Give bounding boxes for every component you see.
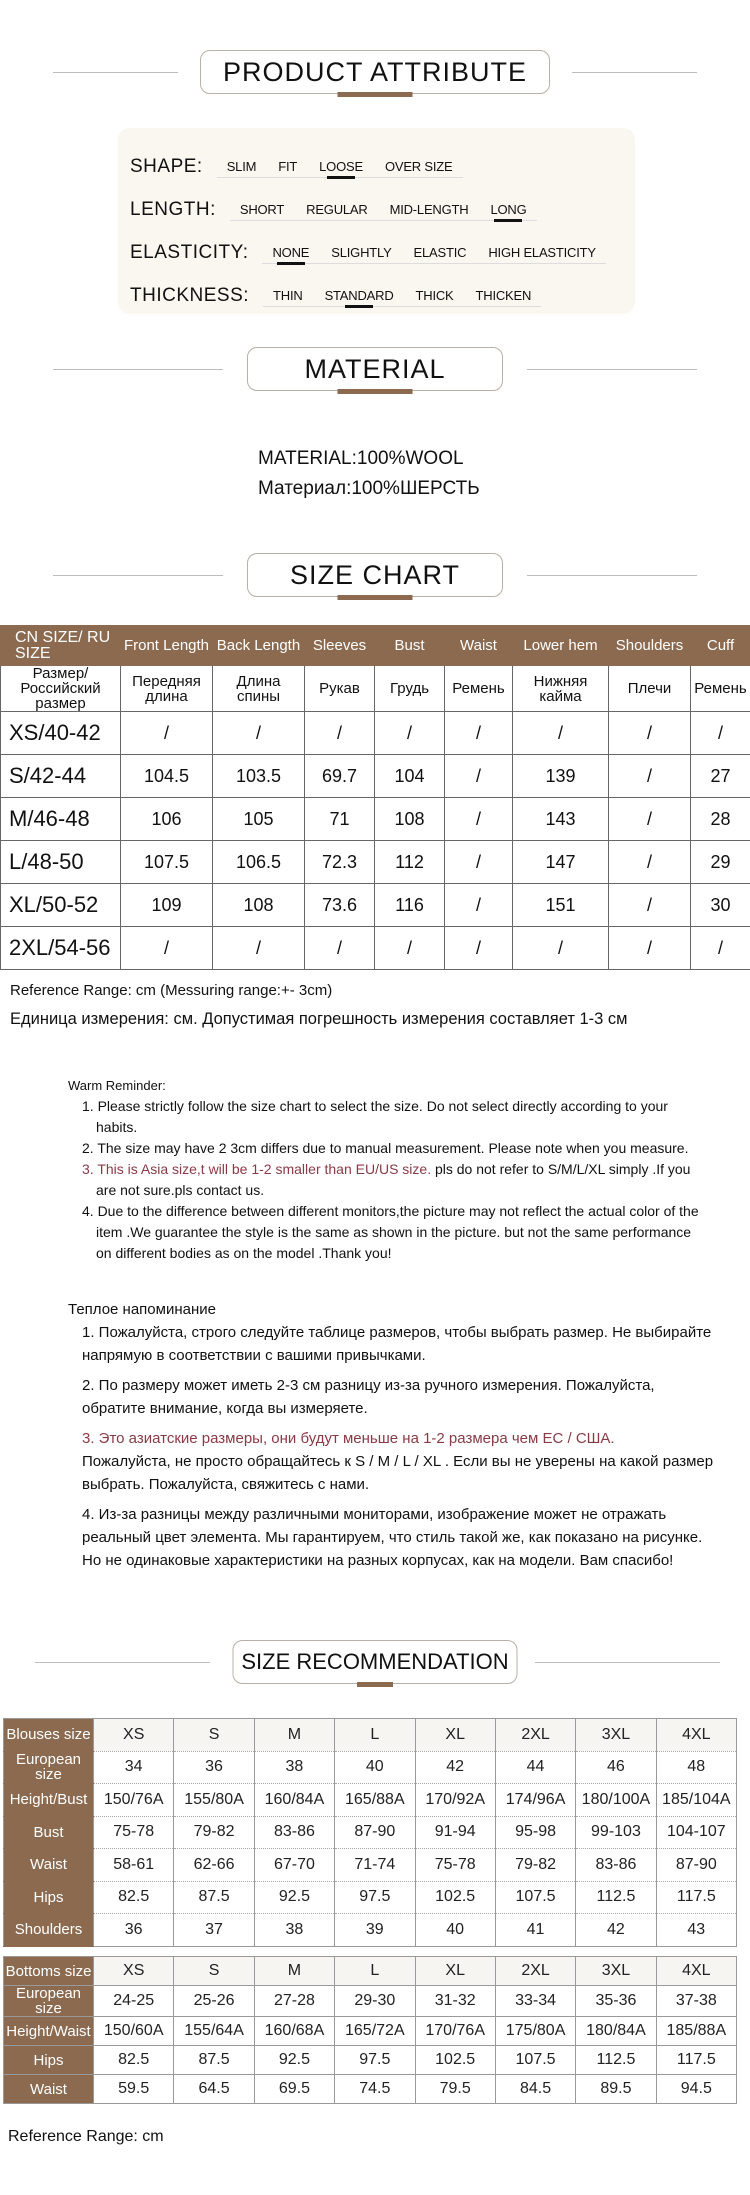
reminder-text: 2. По размеру может иметь 2-3 см разницу из-за ручного измерения. Пожалуйста, обратите внимание, когда вы измеряете.	[82, 1377, 655, 1417]
table-cell: 112	[375, 841, 445, 884]
table-cell: 174/96A	[495, 1784, 575, 1817]
reminder-item	[82, 1138, 708, 1159]
attribute-option: SLIM	[226, 159, 257, 174]
attribute-option: OVER SIZE	[384, 159, 453, 174]
table-cell: 185/88A	[656, 2017, 736, 2046]
column-header: Bust	[375, 626, 445, 666]
size-cell: L/48-50	[1, 841, 121, 884]
table-cell: 29	[691, 841, 750, 884]
table-cell: /	[609, 927, 691, 970]
attribute-row-elasticity	[130, 234, 606, 264]
accent-bar	[357, 1682, 393, 1687]
attribute-options	[217, 159, 463, 178]
section-title: PRODUCT ATTRIBUTE	[200, 50, 550, 94]
table-cell: /	[691, 927, 750, 970]
attribute-option: SLIGHTLY	[331, 245, 392, 260]
table-cell: 150/60A	[94, 2017, 174, 2046]
attribute-options	[230, 202, 537, 221]
table-cell: 37-38	[656, 1986, 736, 2017]
table-cell: 74.5	[335, 2075, 415, 2104]
attribute-panel	[118, 128, 635, 314]
section-title: SIZE RECOMMENDATION	[233, 1640, 518, 1684]
reminder-text: 1. Пожалуйста, строго следуйте таблице размеров, чтобы выбрать размер. Не выбирайте напрямую в соответствии с вашими привычками.	[82, 1324, 712, 1364]
column-header: CN SIZE/ RU SIZE	[1, 626, 121, 666]
table-cell: /	[375, 927, 445, 970]
column-header-ru: Рукав	[305, 666, 375, 712]
table-cell: 71	[305, 798, 375, 841]
table-row	[4, 1986, 737, 2017]
row-header: Hips	[4, 1881, 94, 1914]
size-cell: XS/40-42	[1, 712, 121, 755]
table-cell: 72.3	[305, 841, 375, 884]
table-cell: 89.5	[576, 2075, 656, 2104]
bottoms-size-table	[3, 1956, 737, 2104]
row-header: Shoulders	[4, 1914, 94, 1947]
table-cell: 82.5	[94, 2046, 174, 2075]
table-cell: 103.5	[213, 755, 305, 798]
table-cell: /	[513, 712, 609, 755]
table-cell: 104.5	[121, 755, 213, 798]
table-cell: 41	[495, 1914, 575, 1947]
warm-reminder-ru	[68, 1298, 718, 1579]
table-cell: 97.5	[335, 2046, 415, 2075]
divider-line	[527, 369, 697, 370]
table-cell: 112.5	[576, 2046, 656, 2075]
table-cell: 29-30	[335, 1986, 415, 2017]
attribute-option-selected: LONG	[490, 202, 527, 217]
reminder-item	[82, 1096, 708, 1138]
table-cell: 117.5	[656, 2046, 736, 2075]
table-cell: 87-90	[656, 1849, 736, 1882]
attribute-option-selected: LOOSE	[319, 159, 363, 174]
table-cell: 87.5	[174, 1881, 254, 1914]
table-row	[4, 1784, 737, 1817]
table-cell: /	[121, 927, 213, 970]
column-header: Shoulders	[609, 626, 691, 666]
table-cell: 3XL	[576, 1957, 656, 1986]
table-cell: 160/84A	[254, 1784, 334, 1817]
table-cell: 24-25	[94, 1986, 174, 2017]
table-cell: 75-78	[94, 1816, 174, 1849]
column-header: Lower hem	[513, 626, 609, 666]
table-cell: /	[609, 755, 691, 798]
reminder-text: pls do not refer to S/M/L/XL simply .If you are not sure.pls contact us.	[96, 1161, 691, 1198]
table-cell: 35-36	[576, 1986, 656, 2017]
attribute-row-length	[130, 191, 537, 221]
divider-line	[572, 72, 697, 73]
table-row	[4, 2046, 737, 2075]
table-cell: 25-26	[174, 1986, 254, 2017]
divider-line	[35, 1662, 210, 1663]
table-cell: 59.5	[94, 2075, 174, 2104]
table-cell: 62-66	[174, 1849, 254, 1882]
column-header: Waist	[445, 626, 513, 666]
table-cell: /	[445, 927, 513, 970]
attribute-option: THICKEN	[475, 288, 532, 303]
table-cell: S	[174, 1957, 254, 1986]
table-cell: 82.5	[94, 1881, 174, 1914]
table-cell: 33-34	[495, 1986, 575, 2017]
row-header: European size	[4, 1986, 94, 2017]
table-row	[4, 1957, 737, 1986]
table-cell: 102.5	[415, 2046, 495, 2075]
table-cell: 31-32	[415, 1986, 495, 2017]
table-cell: 150/76A	[94, 1784, 174, 1817]
attribute-option: HIGH ELASTICITY	[488, 245, 596, 260]
reminder-highlight: 3. Это азиатские размеры, они будут меньше на 1-2 размера чем ЕС / США.	[82, 1430, 615, 1447]
reminder-highlight: 3. This is Asia size,t will be 1-2 smaller than EU/US size.	[82, 1161, 432, 1177]
table-cell: /	[213, 712, 305, 755]
table-row	[4, 1849, 737, 1882]
table-cell: 92.5	[254, 1881, 334, 1914]
table-header-row	[1, 626, 750, 666]
reminder-item	[82, 1374, 718, 1420]
table-cell: 48	[656, 1751, 736, 1784]
table-cell: 107.5	[121, 841, 213, 884]
table-row	[4, 1816, 737, 1849]
reminder-item	[82, 1159, 708, 1201]
reminder-title: Теплое напоминание	[68, 1301, 216, 1318]
section-title: SIZE CHART	[247, 553, 503, 597]
size-cell: XL/50-52	[1, 884, 121, 927]
column-header-ru: Плечи	[609, 666, 691, 712]
table-cell: XL	[415, 1719, 495, 1752]
attribute-options	[262, 245, 605, 264]
table-cell: 79.5	[415, 2075, 495, 2104]
column-header-ru: Грудь	[375, 666, 445, 712]
warm-reminder-en	[68, 1075, 708, 1264]
divider-line	[53, 575, 223, 576]
column-header-ru: Размер/ Российский размер	[1, 666, 121, 712]
table-cell: 180/84A	[576, 2017, 656, 2046]
table-cell: L	[335, 1957, 415, 1986]
table-cell: /	[609, 712, 691, 755]
table-row	[1, 798, 750, 841]
table-row	[4, 1751, 737, 1784]
size-cell: 2XL/54-56	[1, 927, 121, 970]
attribute-options	[263, 288, 541, 307]
divider-line	[53, 369, 223, 370]
reminder-item	[82, 1201, 708, 1264]
table-cell: 95-98	[495, 1816, 575, 1849]
table-cell: 147	[513, 841, 609, 884]
column-header-ru: Нижняя кайма	[513, 666, 609, 712]
table-cell: 155/80A	[174, 1784, 254, 1817]
table-cell: 30	[691, 884, 750, 927]
divider-line	[527, 575, 697, 576]
table-cell: L	[335, 1719, 415, 1752]
accent-bar	[338, 389, 413, 394]
table-cell: 79-82	[495, 1849, 575, 1882]
table-cell: 99-103	[576, 1816, 656, 1849]
table-cell: /	[609, 798, 691, 841]
column-header: Back Length	[213, 626, 305, 666]
column-header: Sleeves	[305, 626, 375, 666]
blouses-size-table	[3, 1718, 737, 1947]
table-row	[4, 2017, 737, 2046]
table-cell: /	[609, 884, 691, 927]
table-cell: /	[445, 884, 513, 927]
column-header-ru: Передняя длина	[121, 666, 213, 712]
table-cell: 108	[213, 884, 305, 927]
table-cell: 58-61	[94, 1849, 174, 1882]
table-cell: 109	[121, 884, 213, 927]
table-cell: 39	[335, 1914, 415, 1947]
table-cell: 94.5	[656, 2075, 736, 2104]
table-cell: 75-78	[415, 1849, 495, 1882]
table-cell: 37	[174, 1914, 254, 1947]
table-cell: 67-70	[254, 1849, 334, 1882]
table-cell: 73.6	[305, 884, 375, 927]
row-header: Bust	[4, 1816, 94, 1849]
table-row	[1, 712, 750, 755]
row-header: European size	[4, 1751, 94, 1784]
table-cell: /	[445, 755, 513, 798]
table-cell: 102.5	[415, 1881, 495, 1914]
table-row	[1, 927, 750, 970]
row-header: Hips	[4, 2046, 94, 2075]
table-cell: XS	[94, 1719, 174, 1752]
table-cell: 185/104A	[656, 1784, 736, 1817]
table-row	[4, 1914, 737, 1947]
table-cell: 117.5	[656, 1881, 736, 1914]
table-row	[4, 1719, 737, 1752]
row-header: Waist	[4, 1849, 94, 1882]
attribute-option: REGULAR	[306, 202, 368, 217]
table-cell: 87.5	[174, 2046, 254, 2075]
table-cell: 83-86	[254, 1816, 334, 1849]
table-cell: 143	[513, 798, 609, 841]
table-cell: 40	[415, 1914, 495, 1947]
accent-bar	[338, 92, 413, 97]
table-cell: 46	[576, 1751, 656, 1784]
table-cell: 27	[691, 755, 750, 798]
attribute-option: THICK	[415, 288, 454, 303]
attribute-label: THICKNESS:	[130, 285, 250, 306]
attribute-option: MID-LENGTH	[389, 202, 469, 217]
attribute-label: SHAPE:	[130, 156, 203, 177]
table-cell: 2XL	[495, 1719, 575, 1752]
table-cell: 38	[254, 1751, 334, 1784]
table-cell: 28	[691, 798, 750, 841]
table-cell: 170/92A	[415, 1784, 495, 1817]
reference-range-ru: Единица измерения: см. Допустимая погрешность измерения составляет 1-3 см	[10, 1010, 628, 1028]
attribute-option: FIT	[278, 159, 298, 174]
row-header: Blouses size	[4, 1719, 94, 1752]
table-row	[1, 841, 750, 884]
table-cell: 92.5	[254, 2046, 334, 2075]
reminder-text: 2. The size may have 2 3cm differs due to manual measurement. Please note when you measure.	[82, 1140, 689, 1156]
table-header-row-ru	[1, 666, 750, 712]
section-title: MATERIAL	[247, 347, 503, 391]
reference-range-en: Reference Range: cm (Messuring range:+- 3cm)	[10, 982, 333, 999]
table-cell: 175/80A	[495, 2017, 575, 2046]
attribute-option: SHORT	[239, 202, 285, 217]
table-cell: /	[691, 712, 750, 755]
table-cell: 151	[513, 884, 609, 927]
row-header: Height/Waist	[4, 2017, 94, 2046]
table-cell: 105	[213, 798, 305, 841]
table-cell: 38	[254, 1914, 334, 1947]
table-cell: 42	[576, 1914, 656, 1947]
table-cell: 83-86	[576, 1849, 656, 1882]
table-row	[1, 884, 750, 927]
reminder-text: 4. Due to the difference between different monitors,the picture may not reflect the actual color of the item .We guarantee the style is the same as shown in the picture. but not the same performance on different bodies as on the model .Thank you!	[82, 1203, 699, 1261]
divider-line	[535, 1662, 720, 1663]
reminder-text: Пожалуйста, не просто обращайтесь к S / M / L / XL . Если вы не уверены на какой размер выбрать. Пожалуйста, свяжитесь с нами.	[82, 1453, 714, 1493]
table-cell: 44	[495, 1751, 575, 1784]
table-cell: 36	[94, 1914, 174, 1947]
section-header-size-recommendation	[0, 1640, 750, 1686]
table-cell: 112.5	[576, 1881, 656, 1914]
attribute-option: THIN	[273, 288, 303, 303]
table-cell: /	[305, 712, 375, 755]
column-header: Cuff	[691, 626, 750, 666]
attribute-row-thickness	[130, 277, 541, 307]
table-cell: 42	[415, 1751, 495, 1784]
column-header: Front Length	[121, 626, 213, 666]
table-cell: 116	[375, 884, 445, 927]
table-cell: 139	[513, 755, 609, 798]
column-header-ru: Ремень	[691, 666, 750, 712]
reminder-item	[82, 1321, 718, 1367]
attribute-label: ELASTICITY:	[130, 242, 249, 263]
table-cell: 2XL	[495, 1957, 575, 1986]
table-cell: M	[254, 1957, 334, 1986]
column-header-ru: Длина спины	[213, 666, 305, 712]
row-header: Waist	[4, 2075, 94, 2104]
row-header: Height/Bust	[4, 1784, 94, 1817]
size-chart-table	[0, 625, 750, 970]
table-cell: /	[445, 841, 513, 884]
reminder-item	[82, 1503, 718, 1572]
table-cell: 165/88A	[335, 1784, 415, 1817]
table-cell: /	[213, 927, 305, 970]
column-header-ru: Ремень	[445, 666, 513, 712]
table-cell: 170/76A	[415, 2017, 495, 2046]
table-cell: 79-82	[174, 1816, 254, 1849]
attribute-option: ELASTIC	[413, 245, 467, 260]
table-row	[4, 2075, 737, 2104]
table-cell: 107.5	[495, 2046, 575, 2075]
attribute-option-selected: NONE	[272, 245, 310, 260]
row-header: Bottoms size	[4, 1957, 94, 1986]
table-cell: 87-90	[335, 1816, 415, 1849]
size-cell: S/42-44	[1, 755, 121, 798]
table-cell: 69.5	[254, 2075, 334, 2104]
table-cell: /	[375, 712, 445, 755]
table-cell: 155/64A	[174, 2017, 254, 2046]
material-ru: Материал:100%ШЕРСТЬ	[258, 478, 480, 499]
attribute-row-shape	[130, 148, 463, 178]
table-cell: 4XL	[656, 1719, 736, 1752]
size-cell: M/46-48	[1, 798, 121, 841]
table-cell: XS	[94, 1957, 174, 1986]
table-cell: 3XL	[576, 1719, 656, 1752]
table-cell: /	[305, 927, 375, 970]
accent-bar	[338, 595, 413, 600]
table-cell: 64.5	[174, 2075, 254, 2104]
table-cell: /	[445, 798, 513, 841]
table-cell: 104	[375, 755, 445, 798]
reminder-title: Warm Reminder:	[68, 1078, 166, 1093]
table-cell: XL	[415, 1957, 495, 1986]
table-cell: 160/68A	[254, 2017, 334, 2046]
reference-range-bottoms: Reference Range: cm	[8, 2128, 164, 2145]
table-cell: 91-94	[415, 1816, 495, 1849]
table-cell: 69.7	[305, 755, 375, 798]
table-cell: 4XL	[656, 1957, 736, 1986]
table-cell: M	[254, 1719, 334, 1752]
table-cell: 36	[174, 1751, 254, 1784]
section-header-material	[0, 347, 750, 393]
attribute-option-selected: STANDARD	[324, 288, 394, 303]
table-cell: 165/72A	[335, 2017, 415, 2046]
table-row	[1, 755, 750, 798]
attribute-label: LENGTH:	[130, 199, 216, 220]
table-cell: 34	[94, 1751, 174, 1784]
table-cell: /	[445, 712, 513, 755]
reminder-item	[82, 1427, 718, 1496]
material-en: MATERIAL:100%WOOL	[258, 448, 464, 469]
table-cell: /	[121, 712, 213, 755]
reminder-text: 4. Из-за разницы между различными мониторами, изображение может не отражать реальный цвет элемента. Мы гарантируем, что стиль такой же, как показано на рисунке. Но не одинаковые характеристики на разных корпусах, как на модели. Вам спасибо!	[82, 1506, 703, 1569]
table-cell: 97.5	[335, 1881, 415, 1914]
divider-line	[53, 72, 178, 73]
table-cell: 71-74	[335, 1849, 415, 1882]
section-header-product-attribute	[0, 50, 750, 96]
table-cell: 27-28	[254, 1986, 334, 2017]
section-header-size-chart	[0, 553, 750, 599]
table-row	[4, 1881, 737, 1914]
table-cell: 106.5	[213, 841, 305, 884]
table-cell: /	[609, 841, 691, 884]
table-cell: 104-107	[656, 1816, 736, 1849]
reminder-text: 1. Please strictly follow the size chart to select the size. Do not select directly according to your habits.	[82, 1098, 668, 1135]
table-cell: 180/100A	[576, 1784, 656, 1817]
table-cell: 43	[656, 1914, 736, 1947]
table-cell: 106	[121, 798, 213, 841]
table-cell: 40	[335, 1751, 415, 1784]
table-cell: 108	[375, 798, 445, 841]
table-cell: S	[174, 1719, 254, 1752]
table-cell: 84.5	[495, 2075, 575, 2104]
table-cell: /	[513, 927, 609, 970]
table-cell: 107.5	[495, 1881, 575, 1914]
